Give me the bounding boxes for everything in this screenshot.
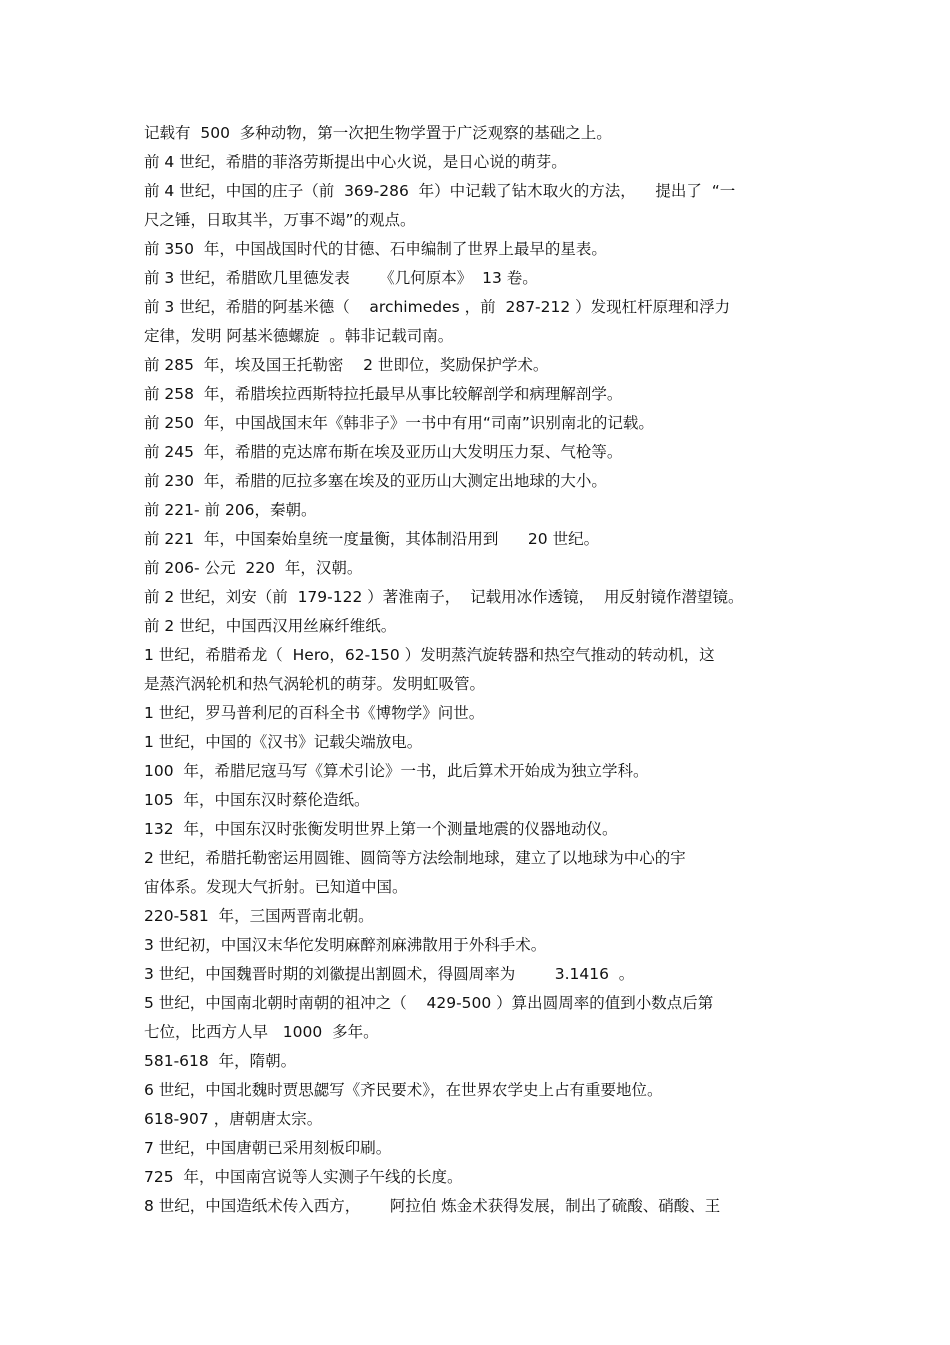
text-line: 3 世纪初，中国汉末华佗发明麻醉剂麻沸散用于外科手术。 <box>144 936 547 954</box>
text-line: 宙体系。发现大气折射。已知道中国。 <box>144 878 408 896</box>
text-line: 前 245 年，希腊的克达席布斯在埃及亚历山大发明压力泵、气枪等。 <box>144 443 623 461</box>
text-line: 前 2 世纪，刘安（前 179-122 ）著淮南子， 记载用冰作透镜， 用反射镜作潜望镜。 <box>144 588 744 606</box>
text-line: 前 2 世纪，中国西汉用丝麻纤维纸。 <box>144 617 397 635</box>
text-line: 220-581 年，三国两晋南北朝。 <box>144 907 374 925</box>
text-line: 1 世纪，希腊希龙（ Hero，62-150 ）发明蒸汽旋转器和热空气推动的转动机，这 <box>144 646 715 664</box>
text-line: 581-618 年，隋朝。 <box>144 1052 297 1070</box>
text-line: 前 206- 公元 220 年，汉朝。 <box>144 559 363 577</box>
text-line: 前 258 年，希腊埃拉西斯特拉托最早从事比较解剖学和病理解剖学。 <box>144 385 623 403</box>
text-line: 8 世纪，中国造纸术传入西方， 阿拉伯 炼金术获得发展，制出了硫酸、硝酸、王 <box>144 1197 721 1215</box>
text-line: 是蒸汽涡轮机和热气涡轮机的萌芽。发明虹吸管。 <box>144 675 486 693</box>
text-line: 前 250 年，中国战国末年《韩非子》一书中有用“司南”识别南北的记载。 <box>144 414 654 432</box>
text-line: 前 221- 前 206，秦朝。 <box>144 501 317 519</box>
text-line: 七位，比西方人早 1000 多年。 <box>144 1023 379 1041</box>
text-line: 725 年，中国南宫说等人实测子午线的长度。 <box>144 1168 463 1186</box>
text-line: 尺之锤，日取其半，万事不竭”的观点。 <box>144 211 416 229</box>
text-line: 100 年，希腊尼寇马写《算术引论》一书，此后算术开始成为独立学科。 <box>144 762 649 780</box>
text-line: 132 年，中国东汉时张衡发明世界上第一个测量地震的仪器地动仪。 <box>144 820 618 838</box>
text-line: 前 4 世纪，希腊的菲洛劳斯提出中心火说，是日心说的萌芽。 <box>144 153 567 171</box>
text-line: 前 221 年，中国秦始皇统一度量衡，其体制沿用到 20 世纪。 <box>144 530 600 548</box>
text-line: 105 年，中国东汉时蔡伦造纸。 <box>144 791 370 809</box>
text-line: 3 世纪，中国魏晋时期的刘徽提出割圆术，得圆周率为 3.1416 。 <box>144 965 635 983</box>
text-line: 1 世纪，罗马普利尼的百科全书《博物学》问世。 <box>144 704 485 722</box>
text-line: 定律，发明 阿基米德螺旋 。韩非记载司南。 <box>144 327 454 345</box>
text-line: 1 世纪，中国的《汉书》记载尖端放电。 <box>144 733 423 751</box>
text-line: 前 4 世纪，中国的庄子（前 369-286 年）中记载了钻木取火的方法， 提出了 “一 <box>144 182 736 200</box>
text-line: 前 230 年，希腊的厄拉多塞在埃及的亚历山大测定出地球的大小。 <box>144 472 607 490</box>
text-line: 前 3 世纪，希腊欧几里德发表 《几何原本》 13 卷。 <box>144 269 538 287</box>
text-line: 6 世纪，中国北魏时贾思勰写《齐民要术》，在世界农学史上占有重要地位。 <box>144 1081 663 1099</box>
text-line: 前 3 世纪，希腊的阿基米德（ archimedes ，前 287-212 ）发现杠杆原理和浮力 <box>144 298 731 316</box>
text-line: 7 世纪，中国唐朝已采用刻板印刷。 <box>144 1139 392 1157</box>
text-line: 前 350 年，中国战国时代的甘德、石申编制了世界上最早的星表。 <box>144 240 607 258</box>
text-line: 618-907 ，唐朝唐太宗。 <box>144 1110 323 1128</box>
text-line: 2 世纪，希腊托勒密运用圆锥、圆筒等方法绘制地球，建立了以地球为中心的宇 <box>144 849 686 867</box>
text-line: 记载有 500 多种动物，第一次把生物学置于广泛观察的基础之上。 <box>144 124 612 142</box>
text-line: 5 世纪，中国南北朝时南朝的祖冲之（ 429-500 ）算出圆周率的值到小数点后第 <box>144 994 714 1012</box>
document-body <box>144 119 814 1221</box>
text-line: 前 285 年，埃及国王托勒密 2 世即位，奖励保护学术。 <box>144 356 549 374</box>
